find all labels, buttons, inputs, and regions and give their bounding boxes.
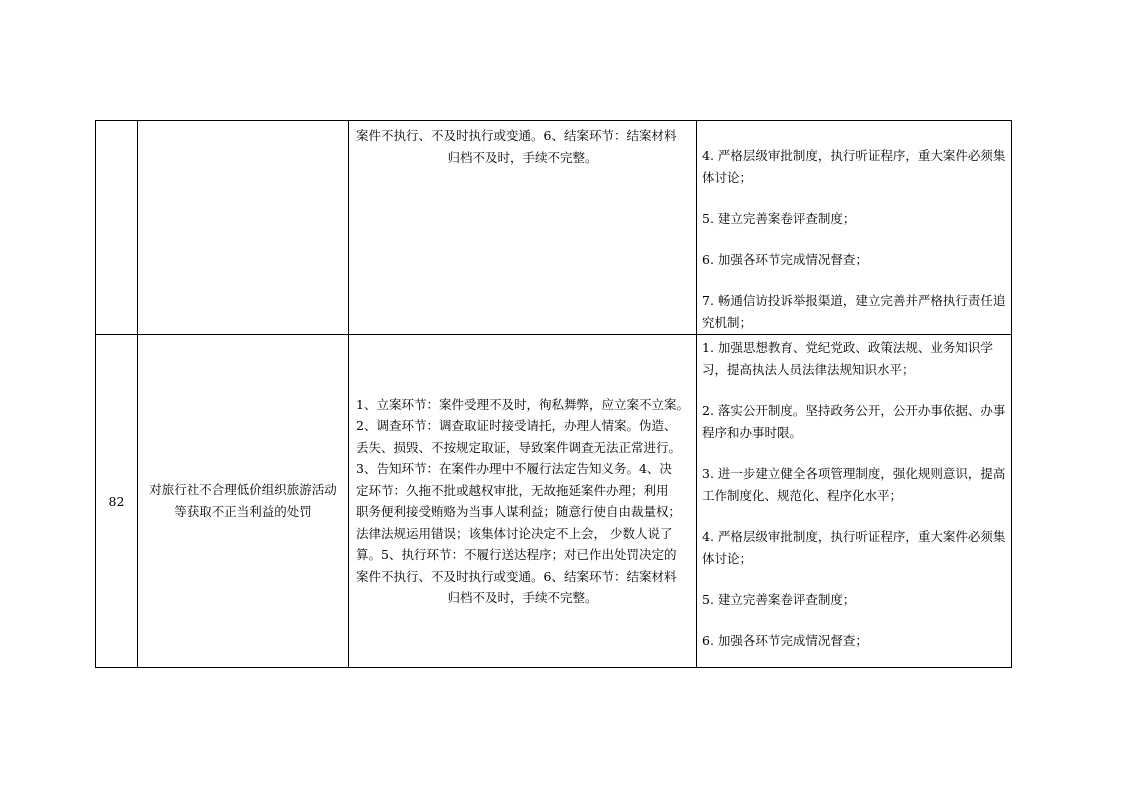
measure-item: 1. 加强思想教育、党纪党政、政策法规、业务知识学习，提高执法人员法律法规知识水平； — [702, 340, 993, 377]
item-name-cell: 对旅行社不合理低价组织旅游活动等获取不正当利益的处罚 — [138, 335, 349, 668]
risk-line: 定环节：久拖不批或越权审批，无故拖延案件办理；利用 — [356, 482, 669, 498]
risk-line: 归档不及时，手续不完整。 — [447, 590, 598, 605]
item-name-cell — [138, 121, 349, 335]
risk-line: 案件不执行、不及时执行或变通。6、结案环节：结案材料 — [356, 128, 677, 143]
table-row — [96, 335, 1012, 668]
risk-line: 算。5、执行环节：不履行送达程序；对已作出处罚决定的 — [356, 547, 677, 562]
risk-line: 案件不执行、不及时执行或变通。6、结案环节：结案材料 — [356, 568, 677, 584]
risk-line: 1、立案环节：案件受理不及时，徇私舞弊，应立案不立案。 — [356, 396, 689, 412]
measure-item: 5. 建立完善案卷评查制度； — [702, 592, 856, 607]
measure-item: 3. 进一步建立健全各项管理制度，强化规则意识，提高工作制度化、规范化、程序化水平； — [702, 466, 1006, 503]
risk-line: 丢失、损毁、不按规定取证，导致案件调查无法正常进行。 — [356, 439, 682, 455]
risk-line: 职务便利接受贿赂为当事人谋利益；随意行使自由裁量权； — [356, 504, 682, 519]
risk-line: 归档不及时，手续不完整。 — [447, 149, 598, 165]
measure-item: 4. 严格层级审批制度，执行听证程序，重大案件必须集体讨论； — [702, 148, 1006, 185]
risk-points-cell — [349, 335, 697, 668]
prevention-measures-cell — [697, 121, 1012, 335]
table-row — [96, 121, 1012, 335]
measure-item: 2. 落实公开制度。坚持政务公开，公开办事依据、办事程序和办事时限。 — [702, 403, 1006, 440]
risk-line: 法律法规运用错误；该集体讨论决定不上会， 少数人说了 — [356, 525, 673, 541]
risk-line: 2、调查环节：调查取证时接受请托，办理人情案。伪造、 — [356, 418, 677, 433]
risk-control-table — [95, 120, 1012, 668]
risk-line: 3、告知环节：在案件办理中不履行法定告知义务。4、决 — [356, 461, 672, 476]
measure-item: 7. 畅通信访投诉举报渠道，建立完善并严格执行责任追究机制； — [702, 293, 1006, 330]
measure-item: 4. 严格层级审批制度，执行听证程序，重大案件必须集体讨论； — [702, 529, 1006, 566]
measure-item: 6. 加强各环节完成情况督查； — [702, 252, 868, 267]
item-number-cell — [96, 121, 138, 335]
measure-item: 6. 加强各环节完成情况督查； — [702, 633, 868, 648]
risk-points-cell — [349, 121, 697, 335]
prevention-measures-cell — [697, 335, 1012, 668]
item-number-cell: 82 — [96, 335, 138, 668]
measure-item: 5. 建立完善案卷评查制度； — [702, 211, 856, 226]
